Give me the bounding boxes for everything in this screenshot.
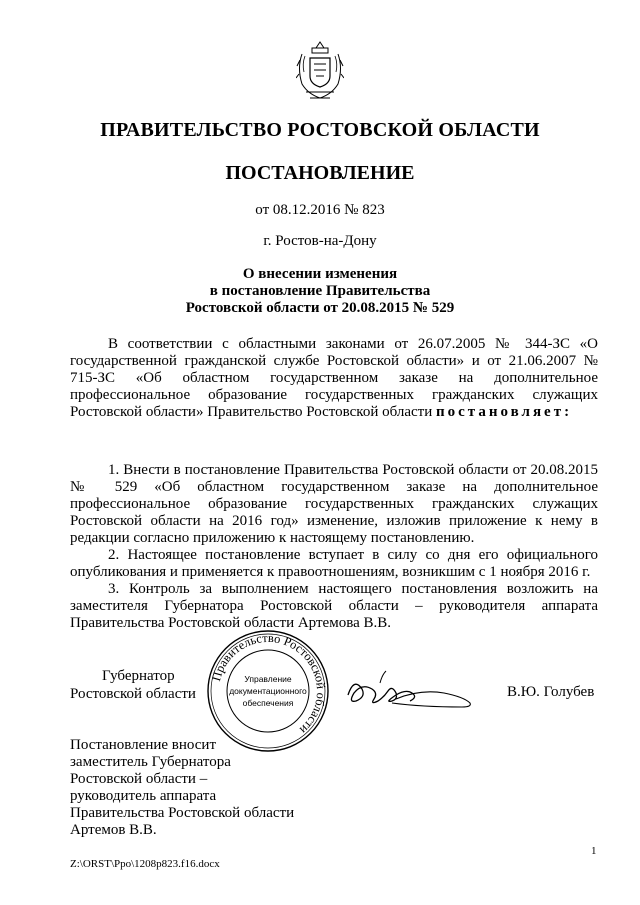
document-city: г. Ростов-на-Дону [263,233,377,249]
clauses [70,462,598,632]
note-line: руководитель аппарата [70,788,217,804]
note-line: Правительства Ростовской области [70,805,295,821]
subject-line: О внесении изменения [242,266,398,282]
clause-3: 3. Контроль за выполнением настоящего постановления возложить на заместителя Губернатора Ростовской области – руководителя аппарата Правительства Ростовской области Артемова В.В. [70,581,598,631]
clause-2: 2. Настоящее постановление вступает в силу со дня его официального опубликования и применяется к правоотношениям, возникшим с 1 ноября 2016 г. [70,547,598,580]
handwritten-signature [340,665,475,715]
note-line: Постановление вносит [70,737,217,753]
page-number: 1 [591,845,597,857]
stamp-inner-line: обеспечения [242,698,294,708]
subject-line: Ростовской области от 20.08.2015 № 529 [185,300,455,316]
document-type: ПОСТАНОВЛЕНИЕ [225,162,415,184]
stamp-outer-text: Правительство Ростовской области [209,630,329,738]
note-line: Ростовской области – [70,771,208,787]
file-path: Z:\ORST\Ppo\1208p823.f16.docx [70,858,220,870]
preamble [70,336,598,421]
preamble-text: В соответствии с областными законами от 26.07.2005 № 344-ЗС «О государственной гражданской службе Ростовской области» и от 21.06.2007 № 715-ЗС «Об областном государственном заказе на дополнительное профессиональное образование государственных гражданских служащих Ростовской области» Правительство Ростовской области [70,336,598,420]
official-stamp [205,628,331,754]
note-line: заместитель Губернатора [70,754,231,770]
stamp-inner-line: Управление [244,674,292,684]
decree-word: постановляет: [436,404,573,420]
subject-line: в постановление Правительства [209,283,431,299]
signatory-title-line: Губернатор [102,668,175,684]
clause-1: 1. Внести в постановление Правительства Ростовской области от 20.08.2015 № 529 «Об областном государственном заказе на дополнительное профессиональное образование государственных гражданских служащих Ростовской области на 2016 год» изменение, изложив приложение к нему в редакции согласно приложению к настоящему постановлению. [70,462,598,546]
signatory-title-line: Ростовской области [70,686,196,702]
note-line: Артемов В.В. [70,822,157,838]
signatory-name: В.Ю. Голубев [507,684,595,700]
stamp-inner-line: документационного [229,686,307,696]
document-date-number: от 08.12.2016 № 823 [255,202,385,218]
submitter-note [70,737,294,839]
document-subject [0,266,640,317]
signatory-title [70,667,196,703]
government-title: ПРАВИТЕЛЬСТВО РОСТОВСКОЙ ОБЛАСТИ [100,119,540,141]
coat-of-arms-emblem [296,40,344,104]
